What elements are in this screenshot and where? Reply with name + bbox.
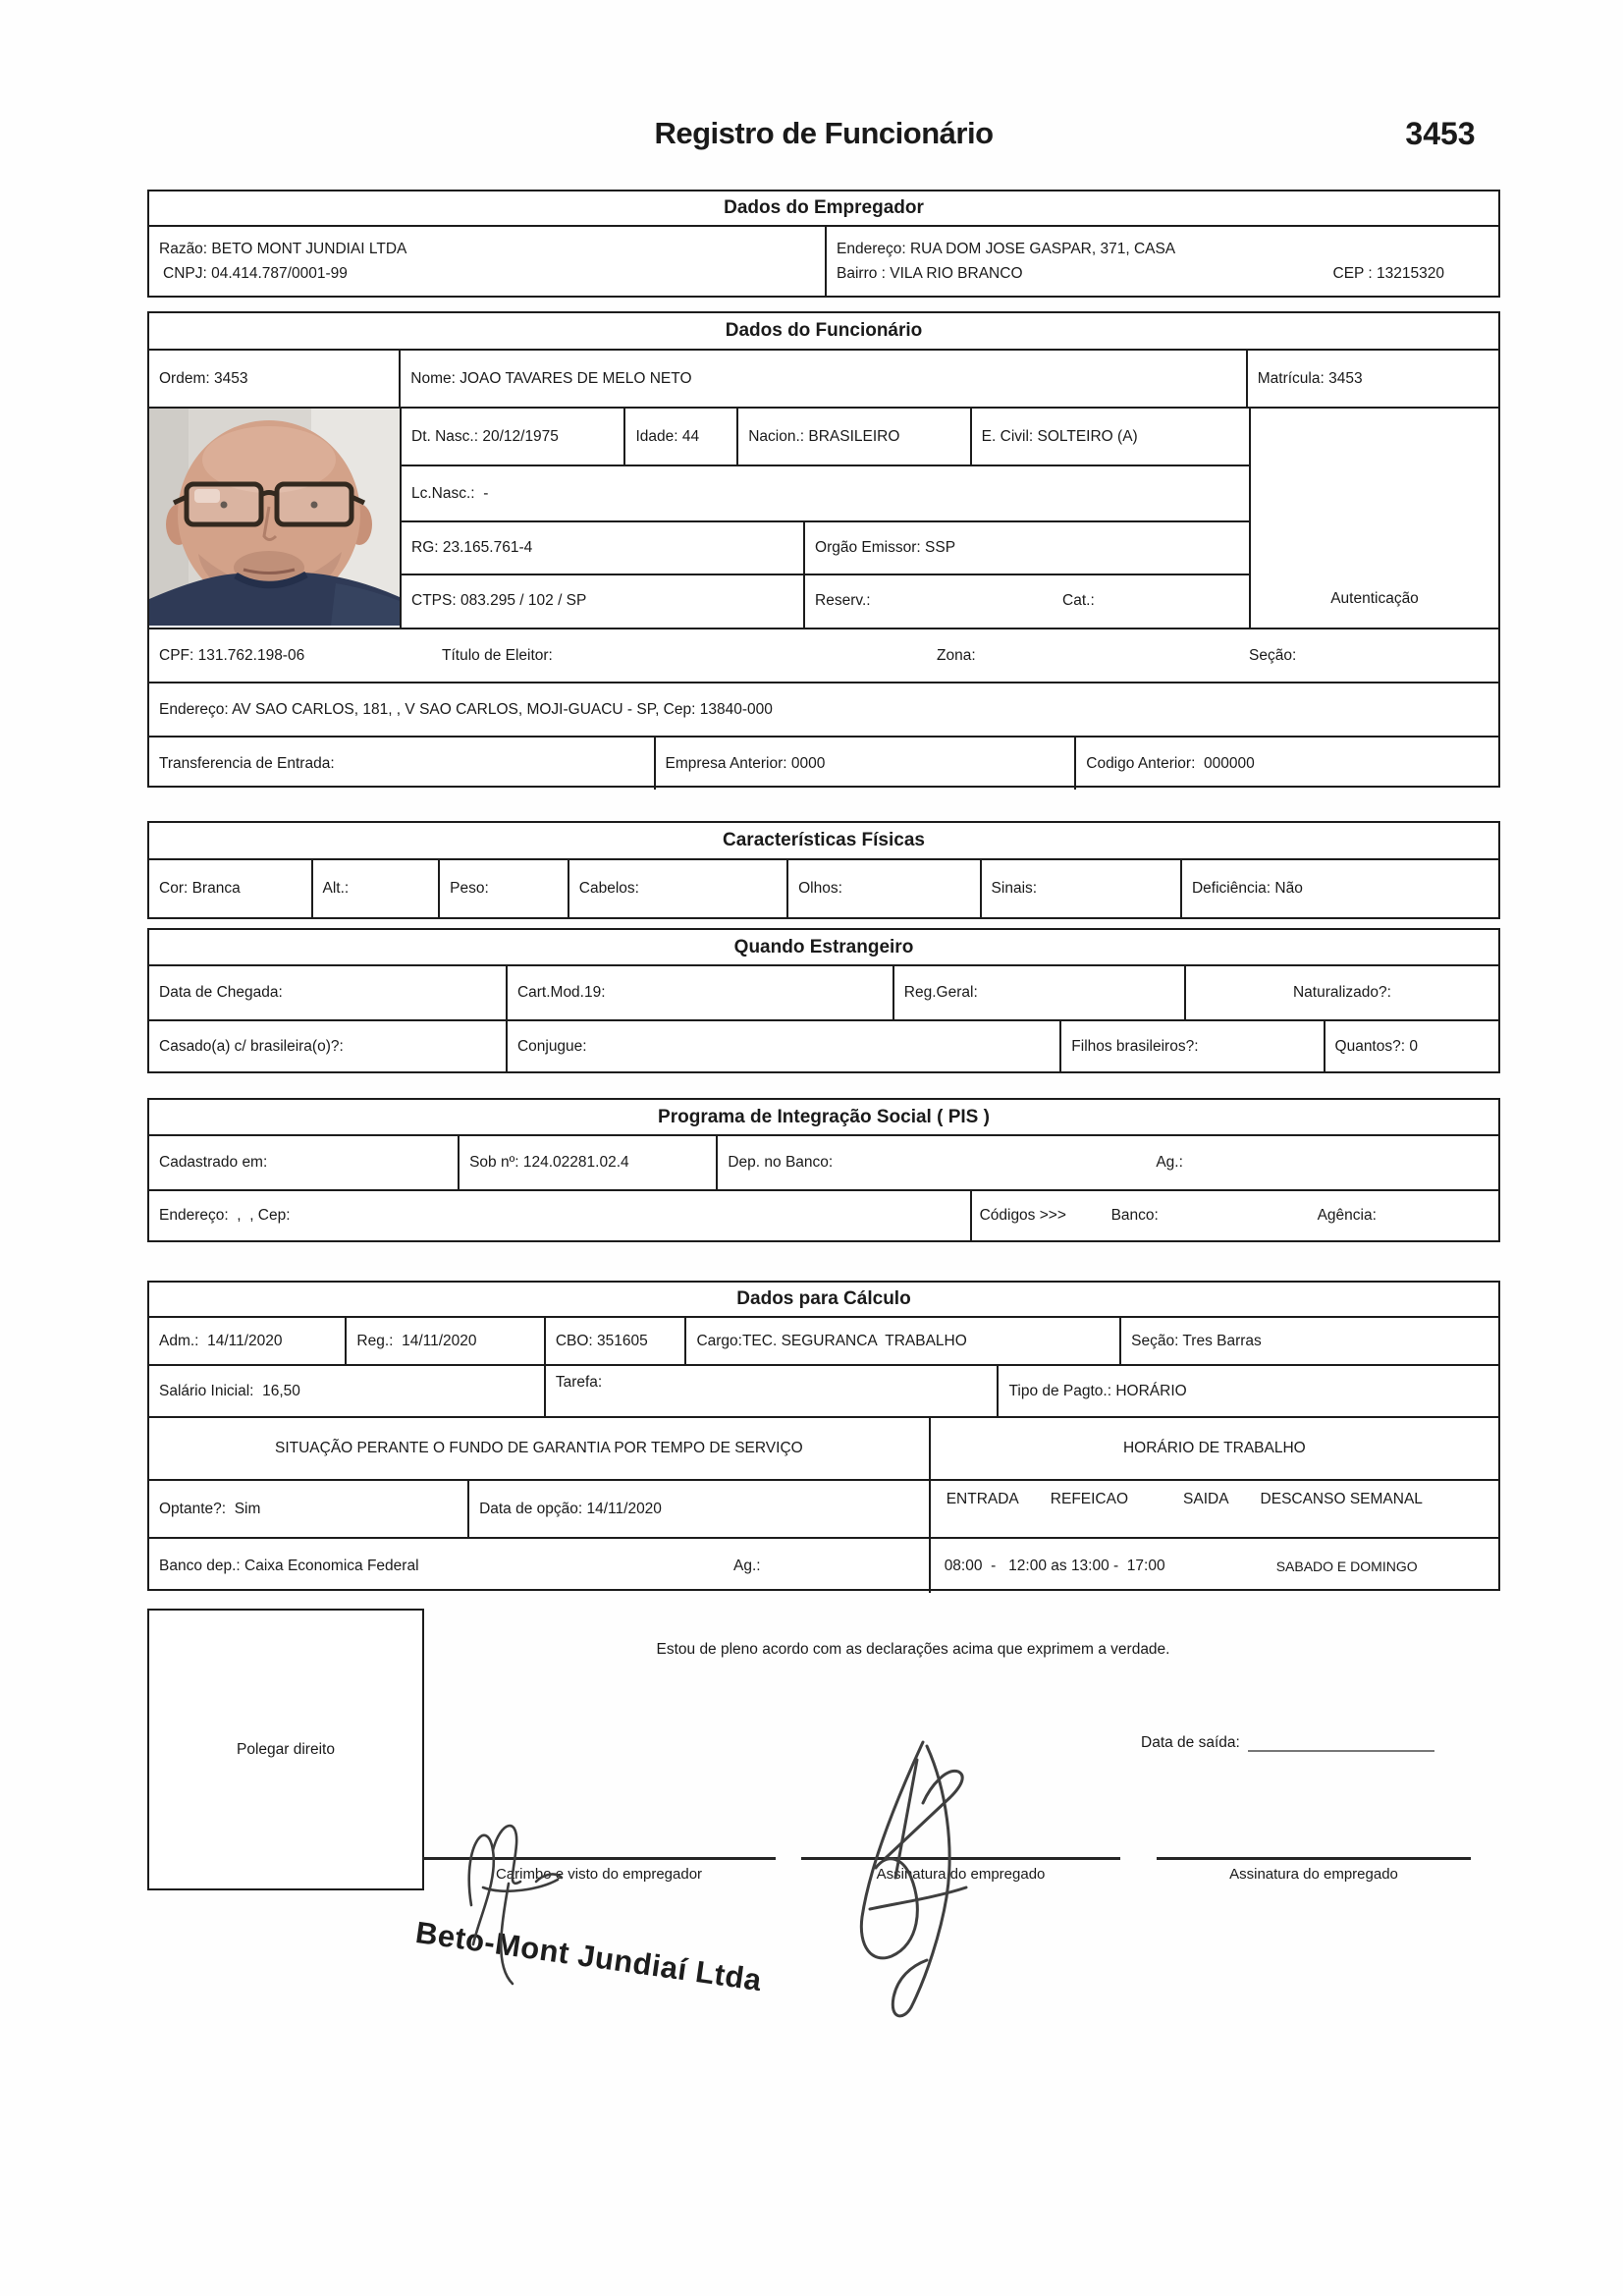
field-sob-numero: Sob nº: 124.02281.02.4 (458, 1136, 716, 1189)
employer-right-column (825, 227, 1498, 296)
field-adm: Adm.: 14/11/2020 (159, 1332, 283, 1349)
field-nacion: Nacion.: BRASILEIRO (736, 409, 969, 465)
section-title-calculo: Dados para Cálculo (149, 1283, 1498, 1318)
field-reserv: Reserv.: (815, 592, 871, 610)
field-transferencia: Transferencia de Entrada: (159, 754, 335, 772)
field-horario-valor: 08:00 - 12:00 as 13:00 - 17:00 (944, 1557, 1165, 1574)
section-pis (147, 1098, 1500, 1242)
field-zona: Zona: (937, 646, 976, 664)
field-quantos: Quantos?: 0 (1324, 1021, 1499, 1071)
field-data-opcao: Data de opção: 14/11/2020 (467, 1481, 929, 1537)
field-estado-civil: E. Civil: SOLTEIRO (A) (970, 409, 1249, 465)
field-cep: CEP : 13215320 (1332, 264, 1444, 282)
employer-signature-scribble (442, 1789, 628, 2000)
field-banco: Banco: (1110, 1207, 1159, 1224)
field-reg: Reg.: 14/11/2020 (345, 1318, 543, 1364)
field-reg-geral: Reg.Geral: (893, 966, 1184, 1019)
field-bairro: Bairro : VILA RIO BRANCO (837, 264, 1023, 282)
field-optante: Optante?: Sim (159, 1500, 261, 1517)
field-codigos: Códigos >>> (979, 1207, 1066, 1224)
field-peso: Peso: (438, 860, 568, 917)
field-empresa-anterior: Empresa Anterior: 0000 (654, 738, 1075, 790)
section-title-empregador: Dados do Empregador (149, 191, 1498, 227)
field-tarefa: Tarefa: (544, 1366, 998, 1416)
field-titulo-eleitor: Título de Eleitor: (442, 646, 553, 664)
col-descanso: DESCANSO SEMANAL (1260, 1491, 1423, 1507)
field-matricula: Matrícula: 3453 (1246, 351, 1498, 407)
field-autenticacao: Autenticação (1249, 409, 1498, 628)
col-entrada: ENTRADA (946, 1491, 1019, 1507)
field-tipo-pagto: Tipo de Pagto.: HORÁRIO (997, 1366, 1498, 1416)
declaration-text: Estou de pleno acordo com as declarações acima que exprimem a verdade. (656, 1641, 1170, 1658)
field-pis-endereco: Endereço: , , Cep: (159, 1207, 291, 1224)
field-endereco-empregador: Endereço: RUA DOM JOSE GASPAR, 371, CASA (837, 240, 1176, 257)
employer-left-column (149, 227, 825, 296)
data-saida (1141, 1734, 1434, 1752)
fgts-header: SITUAÇÃO PERANTE O FUNDO DE GARANTIA POR TEMPO DE SERVIÇO (274, 1440, 803, 1456)
field-data-chegada: Data de Chegada: (159, 984, 283, 1001)
signature-line-employee-2 (1157, 1857, 1471, 1860)
field-cabelos: Cabelos: (568, 860, 786, 917)
employee-photo-cell (149, 409, 400, 628)
field-salario-inicial: Salário Inicial: 16,50 (159, 1382, 300, 1399)
field-cart-mod: Cart.Mod.19: (506, 966, 893, 1019)
section-title-pis: Programa de Integração Social ( PIS ) (149, 1100, 1498, 1136)
polegar-direito-box (147, 1609, 424, 1890)
field-dep-banco: Dep. no Banco: (728, 1154, 834, 1171)
col-refeicao: REFEICAO (1050, 1491, 1129, 1507)
field-naturalizado: Naturalizado?: (1184, 966, 1498, 1019)
employee-signature-scribble (827, 1730, 1038, 2025)
field-calc-ag: Ag.: (733, 1557, 761, 1574)
field-deficiencia: Deficiência: Não (1180, 860, 1498, 917)
section-quando-estrangeiro (147, 928, 1500, 1073)
field-cpf: CPF: 131.762.198-06 (159, 646, 305, 664)
field-cor: Cor: Branca (159, 880, 241, 897)
field-nome: Nome: JOAO TAVARES DE MELO NETO (399, 351, 1245, 407)
section-dados-calculo (147, 1281, 1500, 1591)
field-dt-nasc: Dt. Nasc.: 20/12/1975 (411, 427, 559, 445)
col-saida: SAIDA (1183, 1491, 1229, 1507)
field-cadastrado-em: Cadastrado em: (159, 1154, 268, 1171)
field-razao: Razão: BETO MONT JUNDIAI LTDA (159, 240, 407, 257)
section-title-estrangeiro: Quando Estrangeiro (149, 930, 1498, 966)
page-title: Registro de Funcionário (654, 116, 994, 150)
assinatura-label-2: Assinatura do empregado (1229, 1866, 1398, 1883)
field-cnpj: CNPJ: 04.414.787/0001-99 (163, 264, 348, 282)
field-secao-eleitor: Seção: (1249, 646, 1297, 664)
field-codigo-anterior: Codigo Anterior: 000000 (1074, 738, 1498, 790)
field-idade: Idade: 44 (623, 409, 736, 465)
data-saida-label: Data de saída: (1141, 1734, 1240, 1751)
field-banco-dep: Banco dep.: Caixa Economica Federal (159, 1557, 419, 1574)
field-lc-nasc: Lc.Nasc.: - (411, 484, 489, 502)
polegar-direito-label: Polegar direito (237, 1740, 335, 1758)
field-sinais: Sinais: (980, 860, 1180, 917)
field-cbo: CBO: 351605 (544, 1318, 685, 1364)
field-olhos: Olhos: (786, 860, 979, 917)
field-orgao-emissor: Orgão Emissor: SSP (803, 522, 1249, 574)
form-number: 3453 (1405, 116, 1476, 151)
section-dados-funcionario (147, 311, 1500, 788)
field-ordem: Ordem: 3453 (159, 369, 248, 387)
field-filhos-brasileiros: Filhos brasileiros?: (1059, 1021, 1323, 1071)
assinatura-label-1: Assinatura do empregado (876, 1866, 1046, 1883)
section-dados-empregador (147, 190, 1500, 298)
section-title-funcionario: Dados do Funcionário (149, 313, 1498, 351)
field-endereco-funcionario: Endereço: AV SAO CARLOS, 181, , V SAO CARLOS, MOJI-GUACU - SP, Cep: 13840-000 (159, 700, 773, 718)
field-altura: Alt.: (311, 860, 439, 917)
field-cat: Cat.: (1062, 592, 1095, 610)
field-conjugue: Conjugue: (506, 1021, 1059, 1071)
horario-header: HORÁRIO DE TRABALHO (929, 1418, 1498, 1479)
field-cargo: Cargo:TEC. SEGURANCA TRABALHO (684, 1318, 1119, 1364)
carimbo-label: Carimbo e visto do empregador (495, 1866, 703, 1883)
section-title-fisicas: Características Físicas (149, 823, 1498, 860)
field-casado-brasileira: Casado(a) c/ brasileira(o)?: (159, 1037, 344, 1055)
field-rg: RG: 23.165.761-4 (411, 538, 533, 556)
field-descanso-valor: SABADO E DOMINGO (1275, 1558, 1418, 1574)
field-ctps: CTPS: 083.295 / 102 / SP (411, 592, 587, 610)
employer-stamp: Beto-Mont Jundiaí Ltda (413, 1915, 764, 1998)
section-caracteristicas-fisicas (147, 821, 1500, 919)
field-pis-ag: Ag.: (1156, 1154, 1183, 1171)
employee-photo (149, 409, 400, 626)
field-agencia: Agência: (1317, 1207, 1377, 1224)
data-saida-blank-line (1248, 1750, 1434, 1752)
field-secao-trabalho: Seção: Tres Barras (1119, 1318, 1498, 1364)
